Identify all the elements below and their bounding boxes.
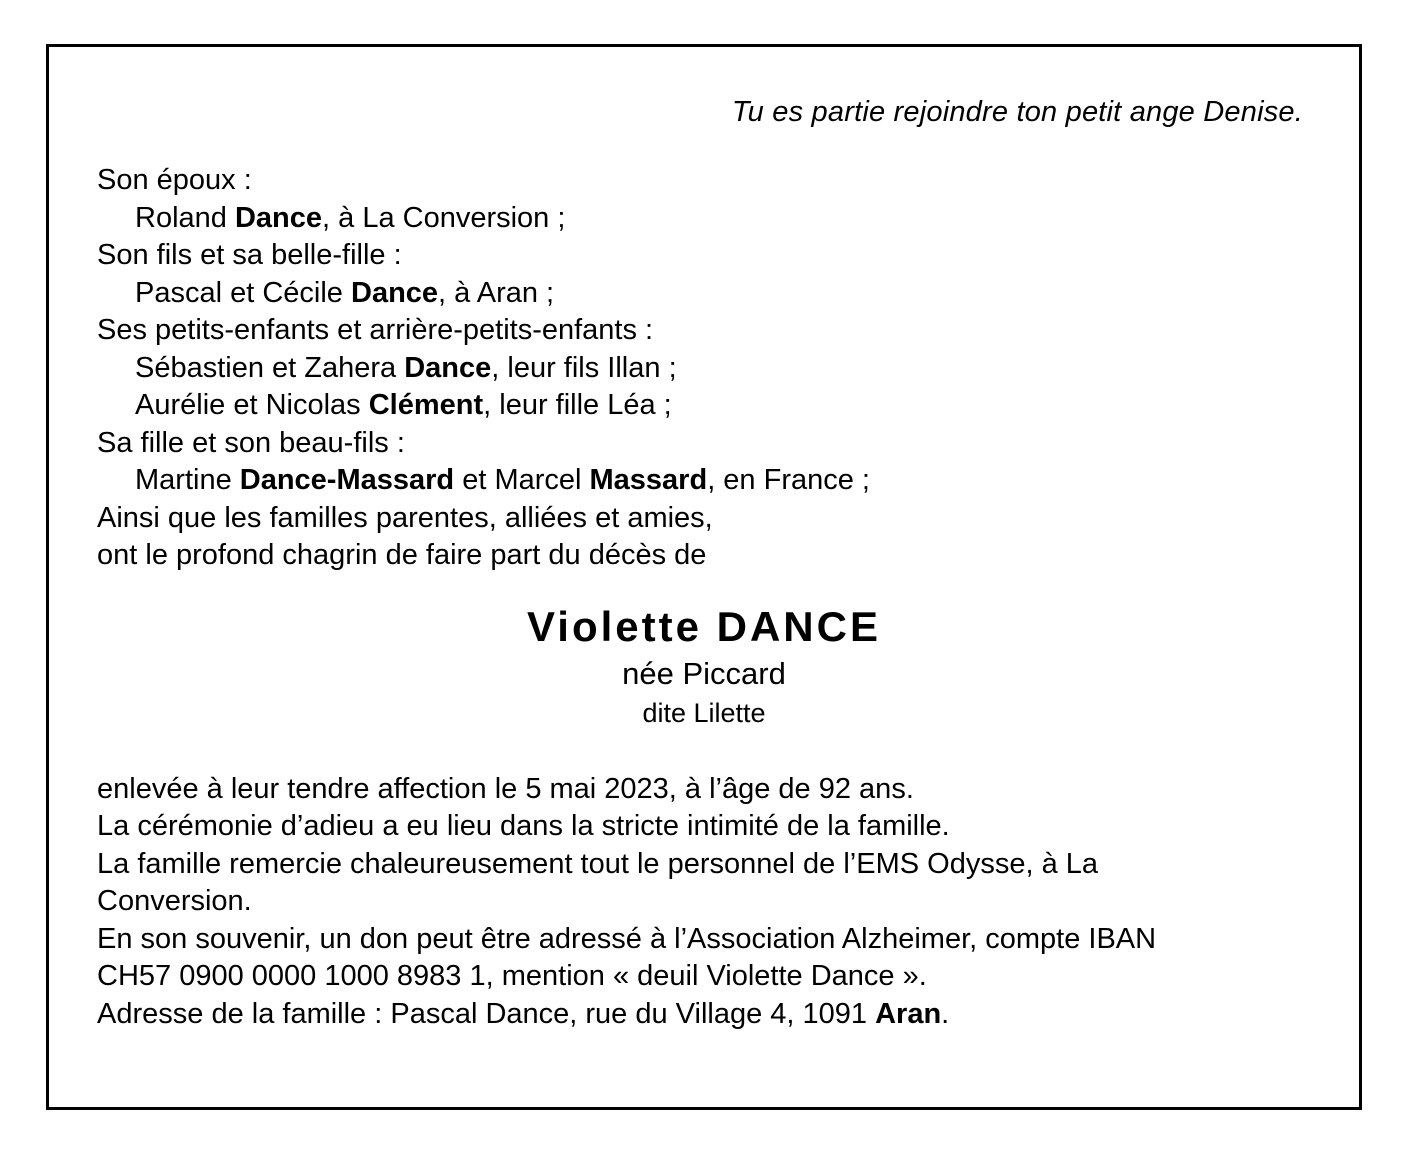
- surname-bold: Aran: [875, 997, 942, 1030]
- text-segment: En son souvenir, un don peut être adressé à l’Association Alzheimer, compte IBAN: [97, 922, 1157, 955]
- text-line: [97, 200, 1359, 238]
- text-segment: Martine: [135, 464, 240, 496]
- text-line: [97, 462, 1359, 500]
- text-segment: , leur fille Léa ;: [483, 389, 672, 421]
- text-segment: La famille remercie chaleureusement tout le personnel de l’EMS Odysse, à La: [97, 847, 1099, 880]
- text-segment: , leur fils Illan ;: [491, 351, 677, 384]
- text-line: [97, 921, 1359, 959]
- text-segment: , à La Conversion ;: [322, 201, 566, 234]
- text-segment: Son époux :: [97, 164, 252, 196]
- surname-bold: Clément: [368, 389, 484, 421]
- text-segment: La cérémonie d’adieu a eu lieu dans la stricte intimité de la famille.: [97, 810, 950, 842]
- text-line: [97, 846, 1359, 884]
- text-segment: enlevée à leur tendre affection le 5 mai 2023, à l’âge de 92 ans.: [97, 772, 914, 805]
- text-segment: Adresse de la famille : Pascal Dance, rue du Village 4, 1091: [97, 997, 876, 1030]
- family-lines: [49, 162, 1359, 575]
- text-segment: Aurélie et Nicolas: [135, 389, 369, 421]
- text-line: [97, 275, 1359, 313]
- text-segment: .: [941, 997, 950, 1030]
- text-segment: Ses petits-enfants et arrière-petits-enfants :: [97, 314, 654, 346]
- text-line: [97, 771, 1359, 809]
- text-line: [97, 958, 1359, 996]
- text-line: [97, 162, 1359, 200]
- text-segment: et Marcel: [454, 464, 590, 496]
- text-segment: Pascal et Cécile: [135, 276, 351, 309]
- text-line: [97, 350, 1359, 388]
- text-line: [97, 537, 1359, 575]
- text-line: [97, 883, 1359, 921]
- text-segment: , en France ;: [707, 464, 870, 496]
- text-segment: CH57 0900 0000 1000 8983 1, mention « deuil Violette Dance ».: [97, 960, 927, 992]
- deceased-block: [49, 601, 1359, 731]
- text-line: [97, 500, 1359, 538]
- deceased-maiden-name: née Piccard: [622, 655, 786, 691]
- notice-frame: [46, 44, 1362, 1110]
- text-segment: Sébastien et Zahera: [135, 351, 405, 384]
- details-lines: [49, 771, 1359, 1034]
- surname-bold: Dance-Massard: [239, 464, 455, 496]
- text-segment: Roland: [135, 201, 235, 234]
- text-segment: Sa fille et son beau-fils :: [97, 426, 405, 459]
- deceased-nickname: dite Lilette: [642, 697, 766, 728]
- text-segment: Son fils et sa belle-fille :: [97, 239, 402, 271]
- text-segment: ont le profond chagrin de faire part du décès de: [97, 539, 707, 571]
- text-segment: , à Aran ;: [438, 276, 555, 309]
- text-line: [97, 237, 1359, 275]
- surname-bold: Massard: [589, 464, 708, 496]
- text-segment: Conversion.: [97, 885, 252, 917]
- text-line: [97, 808, 1359, 846]
- surname-bold: Dance: [234, 201, 323, 234]
- text-line: [97, 996, 1359, 1034]
- text-segment: Ainsi que les familles parentes, alliées et amies,: [97, 501, 713, 534]
- epitaph-line: Tu es partie rejoindre ton petit ange Denise.: [731, 96, 1303, 128]
- deceased-name: Violette DANCE: [527, 602, 881, 650]
- surname-bold: Dance: [351, 276, 439, 309]
- surname-bold: Dance: [404, 351, 492, 384]
- text-line: [97, 312, 1359, 350]
- text-line: [97, 425, 1359, 463]
- text-line: [97, 387, 1359, 425]
